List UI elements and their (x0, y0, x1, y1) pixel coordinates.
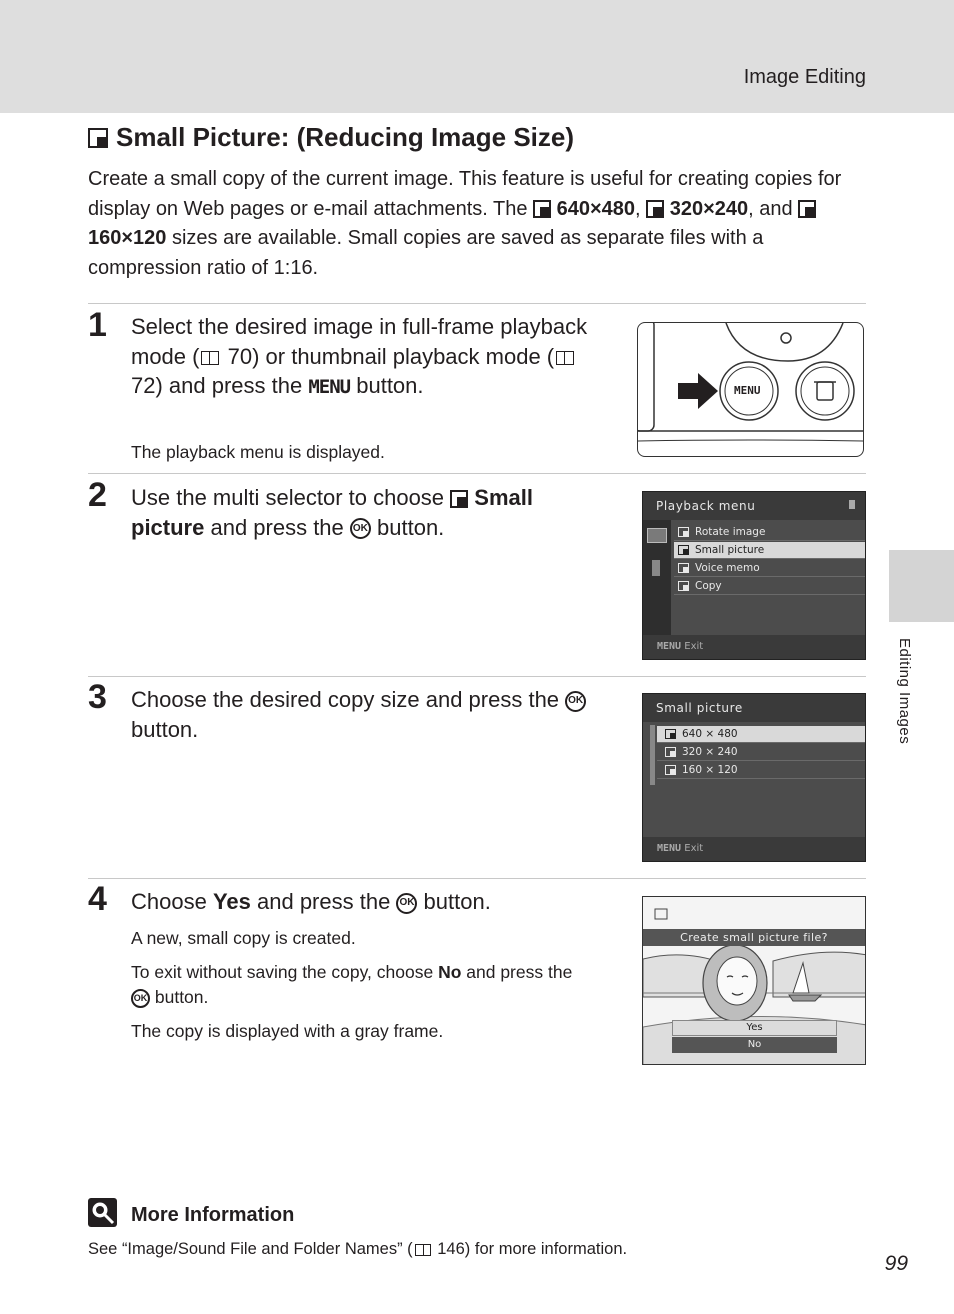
step-4-note-1: A new, small copy is created. (131, 928, 356, 948)
step-1-ref1: 70 (227, 343, 253, 369)
menu-tab-column (643, 520, 671, 635)
intro-text-3: sizes are available. Small copies are saved as separate files with a compression ratio of 1:16. (88, 227, 764, 279)
step-1-ref2: 72 (131, 373, 156, 398)
small-picture-160-icon (665, 765, 676, 775)
menu-footer (643, 837, 865, 861)
step-4-text (131, 887, 611, 917)
page-title (88, 122, 574, 153)
menu-item[interactable] (674, 578, 865, 595)
battery-icon (849, 500, 855, 509)
step-2-a: Use the multi selector to choose (131, 485, 451, 510)
rotate-icon (678, 527, 689, 537)
step-4-bold: Yes (212, 889, 251, 914)
step-4-note-3: The copy is displayed with a gray frame. (131, 1021, 444, 1041)
more-info-a: See “Image/Sound File and Folder Names” ( (88, 1240, 413, 1258)
intro-text-2: and (759, 197, 799, 220)
step-4-note-2a: To exit without saving the copy, choose (131, 962, 439, 982)
menu-item[interactable] (674, 524, 865, 541)
step-number-2: 2 (88, 476, 107, 514)
step-4-b: and press the (250, 889, 397, 914)
divider (88, 473, 866, 474)
more-information-text (88, 1240, 627, 1259)
small-picture-screen (642, 693, 866, 862)
size-option[interactable] (657, 762, 865, 779)
size-640: 640×480 (556, 197, 636, 220)
book-icon (556, 351, 574, 365)
ok-button-icon: OK (565, 691, 586, 712)
magnifier-icon (88, 1198, 117, 1227)
intro-text-1: Create a small copy of the current image. This feature is useful for creating copies for display on Web pages or e-mail attachments. The (88, 168, 842, 220)
camera-illustration (637, 322, 864, 457)
footer-menu-glyph: MENU (657, 843, 682, 854)
step-2-bold: Small picture (131, 485, 533, 540)
more-information-title: More Information (131, 1204, 295, 1226)
small-picture-icon (88, 128, 108, 148)
step-3-b: button. (131, 716, 199, 742)
step-1-b: ) or thumbnail playback mode ( (252, 343, 555, 369)
small-picture-icon (678, 545, 689, 555)
yes-option[interactable]: Yes (672, 1020, 837, 1036)
more-info-b: ) for more information. (464, 1240, 628, 1258)
size-option-label: 160 × 120 (682, 763, 738, 776)
step-4-c: button. (417, 889, 491, 914)
ok-button-icon: OK (350, 518, 371, 539)
intro-paragraph (88, 165, 870, 283)
intro-sep-1: , (635, 197, 647, 220)
small-picture-icon (450, 490, 468, 508)
step-1-text (131, 312, 601, 403)
side-tab (889, 550, 954, 622)
step-2-c: button. (370, 514, 445, 540)
footer-exit: Exit (684, 843, 704, 854)
header-band (0, 0, 954, 113)
step-4-note-2 (131, 960, 621, 1010)
small-picture-160-icon (798, 200, 816, 218)
size-option[interactable] (657, 744, 865, 761)
size-320: 320×240 (669, 197, 749, 220)
scroll-indicator (650, 725, 655, 785)
copy-icon (678, 581, 689, 591)
size-option-label: 640 × 480 (682, 727, 738, 740)
ok-button-icon: OK (131, 989, 150, 1008)
menu-item-label: Voice memo (695, 561, 760, 574)
menu-item-label: Small picture (695, 543, 765, 556)
section-title: Image Editing (743, 66, 866, 88)
camera-menu-label: MENU (734, 384, 761, 397)
step-3-a: Choose the desired copy size and press the (131, 687, 566, 712)
step-4-note-2b: and press the (461, 962, 573, 982)
more-information-icon (88, 1198, 117, 1227)
ok-button-icon: OK (396, 893, 417, 914)
step-number-4: 4 (88, 880, 107, 918)
step-1-d: button. (350, 373, 424, 398)
menu-item-label: Copy (695, 579, 722, 592)
footer-exit: Exit (684, 641, 704, 652)
small-picture-320-icon (646, 200, 664, 218)
menu-item-label: Rotate image (695, 525, 766, 538)
step-4-a: Choose (131, 889, 213, 914)
step-3-text (131, 685, 621, 744)
page-number: 99 (884, 1252, 908, 1275)
step-number-1: 1 (88, 306, 107, 344)
step-2-text (131, 483, 611, 542)
playback-menu-title: Playback menu (643, 492, 865, 520)
step-4-note-2c: button. (150, 987, 209, 1007)
small-picture-title: Small picture (643, 694, 865, 722)
footer-menu-glyph: MENU (657, 641, 682, 652)
voice-memo-icon (678, 563, 689, 573)
divider (88, 303, 866, 304)
step-number-3: 3 (88, 678, 107, 716)
step-1-a: Select the desired image in full-frame playback mode ( (131, 314, 588, 369)
more-info-ref: 146 (437, 1240, 465, 1258)
size-160: 160×120 (88, 227, 167, 249)
menu-item-selected[interactable] (674, 542, 865, 559)
playback-tab-icon (647, 528, 667, 543)
intro-sep-2: , (748, 197, 754, 220)
step-1-note: The playback menu is displayed. (131, 442, 385, 462)
small-picture-640-icon (665, 729, 676, 739)
menu-item[interactable] (674, 560, 865, 577)
confirm-screen (642, 896, 866, 1065)
setup-tab-icon (652, 560, 660, 576)
book-icon (415, 1244, 431, 1256)
step-2-b: and press the (204, 514, 350, 540)
small-picture-320-icon (665, 747, 676, 757)
page-title-text: Small Picture: (Reducing Image Size) (116, 122, 574, 152)
small-picture-640-icon (533, 200, 551, 218)
step-1-c: ) and press the (155, 373, 309, 398)
menu-footer (643, 635, 865, 659)
side-label: Editing Images (896, 638, 913, 745)
size-option-label: 320 × 240 (682, 745, 738, 758)
book-icon (201, 351, 219, 365)
size-option-selected[interactable] (657, 726, 865, 743)
divider (88, 878, 866, 879)
confirm-prompt: Create small picture file? (643, 929, 865, 946)
divider (88, 676, 866, 677)
step-4-note-2bold: No (438, 962, 462, 982)
no-option[interactable]: No (672, 1037, 837, 1053)
playback-menu-screen (642, 491, 866, 660)
menu-glyph: MENU (308, 376, 351, 398)
